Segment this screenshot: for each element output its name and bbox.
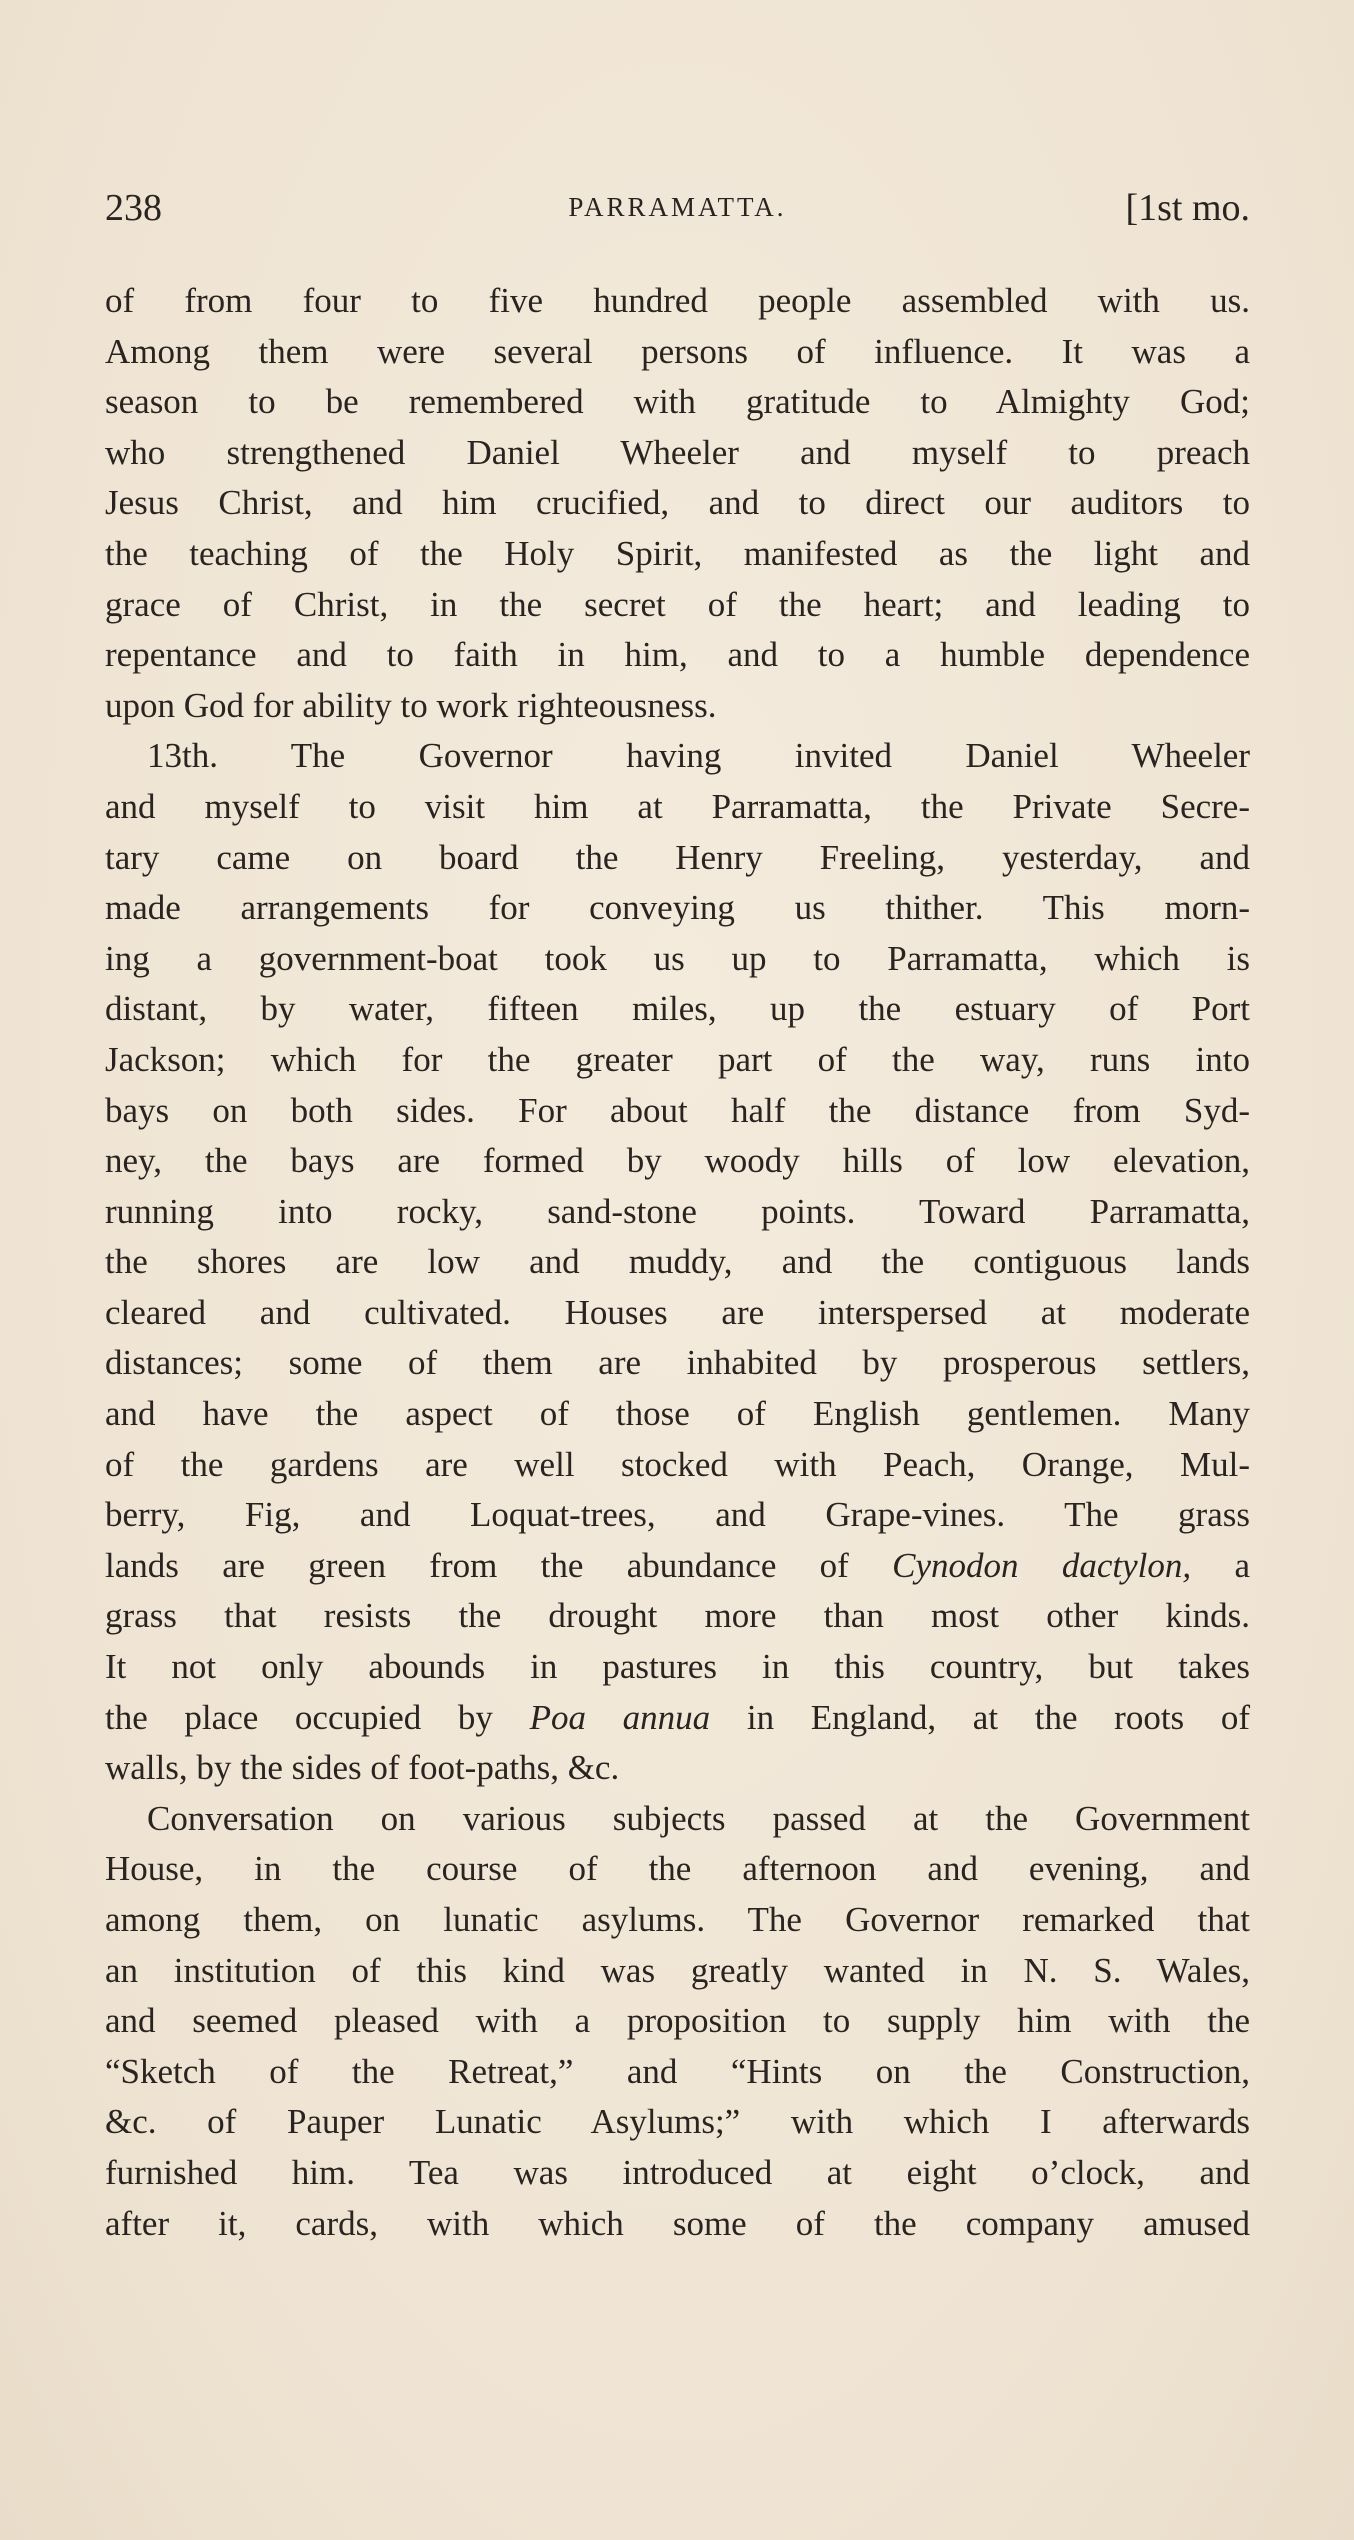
text-line: of the gardens are well stocked with Peach, Orange, Mul- (105, 1444, 1250, 1484)
text-line: tary came on board the Henry Freeling, yesterday, and (105, 837, 1250, 877)
text-segment: the place occupied by (105, 1697, 530, 1737)
text-line: and myself to visit him at Parramatta, the Private Secre- (105, 786, 1250, 826)
text-line: Jesus Christ, and him crucified, and to direct our auditors to (105, 483, 1250, 523)
section-marker: [1st mo. (1125, 187, 1250, 229)
italic-term: Poa annua (529, 1697, 711, 1737)
text-line: distances; some of them are inhabited by prosperous settlers, (105, 1343, 1250, 1383)
text-line: &c. of Pauper Lunatic Asylums;” with which I afterwards (105, 2102, 1250, 2142)
text-line: Conversation on various subjects passed at the Government (147, 1798, 1250, 1838)
text-line: House, in the course of the afternoon and evening, and (105, 1849, 1250, 1889)
page-header (105, 186, 1250, 246)
text-line: running into rocky, sand-stone points. Toward Parramatta, (105, 1191, 1250, 1231)
text-line: made arrangements for conveying us thither. This morn- (105, 888, 1250, 928)
text-line: distant, by water, fifteen miles, up the estuary of Port (105, 989, 1250, 1029)
text-line: after it, cards, with which some of the company amused (105, 2203, 1250, 2243)
text-segment: in England, at the roots of (710, 1697, 1250, 1737)
text-line: the teaching of the Holy Spirit, manifested as the light and (105, 533, 1250, 573)
italic-term: Cynodon dactylon, (892, 1545, 1192, 1585)
text-line: who strengthened Daniel Wheeler and myself to preach (105, 432, 1250, 472)
text-line: cleared and cultivated. Houses are interspersed at moderate (105, 1292, 1250, 1332)
text-line (105, 1541, 1250, 1592)
text-line: grace of Christ, in the secret of the heart; and leading to (105, 584, 1250, 624)
text-line: ney, the bays are formed by woody hills of low elevation, (105, 1141, 1250, 1181)
text-line: the shores are low and muddy, and the contiguous lands (105, 1242, 1250, 1282)
text-line: bays on both sides. For about half the distance from Syd- (105, 1090, 1250, 1130)
text-line: furnished him. Tea was introduced at eight o’clock, and (105, 2152, 1250, 2192)
text-line (105, 1693, 1250, 1744)
text-line: among them, on lunatic asylums. The Governor remarked that (105, 1900, 1250, 1939)
text-line: and seemed pleased with a proposition to supply him with the (105, 2001, 1250, 2041)
text-line: Jackson; which for the greater part of the way, runs into (105, 1039, 1250, 1079)
text-line: Among them were several persons of influence. It was a (105, 331, 1250, 371)
running-title: PARRAMATTA. (568, 192, 787, 222)
text-segment: lands are green from the abundance of (105, 1545, 893, 1585)
text-segment: a (1191, 1545, 1250, 1585)
text-line: grass that resists the drought more than most other kinds. (105, 1596, 1250, 1636)
text-line: “Sketch of the Retreat,” and “Hints on the Construction, (105, 2051, 1250, 2091)
text-line: walls, by the sides of foot-paths, &c. (105, 1748, 620, 1788)
text-line: season to be remembered with gratitude to Almighty God; (105, 382, 1250, 422)
text-line: of from four to five hundred people assembled with us. (105, 281, 1250, 320)
text-line: 13th. The Governor having invited Daniel Wheeler (147, 736, 1250, 776)
text-line: and have the aspect of those of English gentlemen. Many (105, 1394, 1250, 1434)
text-line: repentance and to faith in him, and to a humble dependence (105, 635, 1250, 675)
text-line: upon God for ability to work righteousness. (105, 685, 717, 725)
text-line: ing a government-boat took us up to Parramatta, which is (105, 938, 1250, 978)
body-text (105, 276, 1250, 2249)
text-line: berry, Fig, and Loquat-trees, and Grape-vines. The grass (105, 1495, 1250, 1535)
page-number: 238 (105, 187, 162, 229)
text-line: It not only abounds in pastures in this country, but takes (105, 1647, 1250, 1687)
text-line: an institution of this kind was greatly wanted in N. S. Wales, (105, 1950, 1250, 1990)
